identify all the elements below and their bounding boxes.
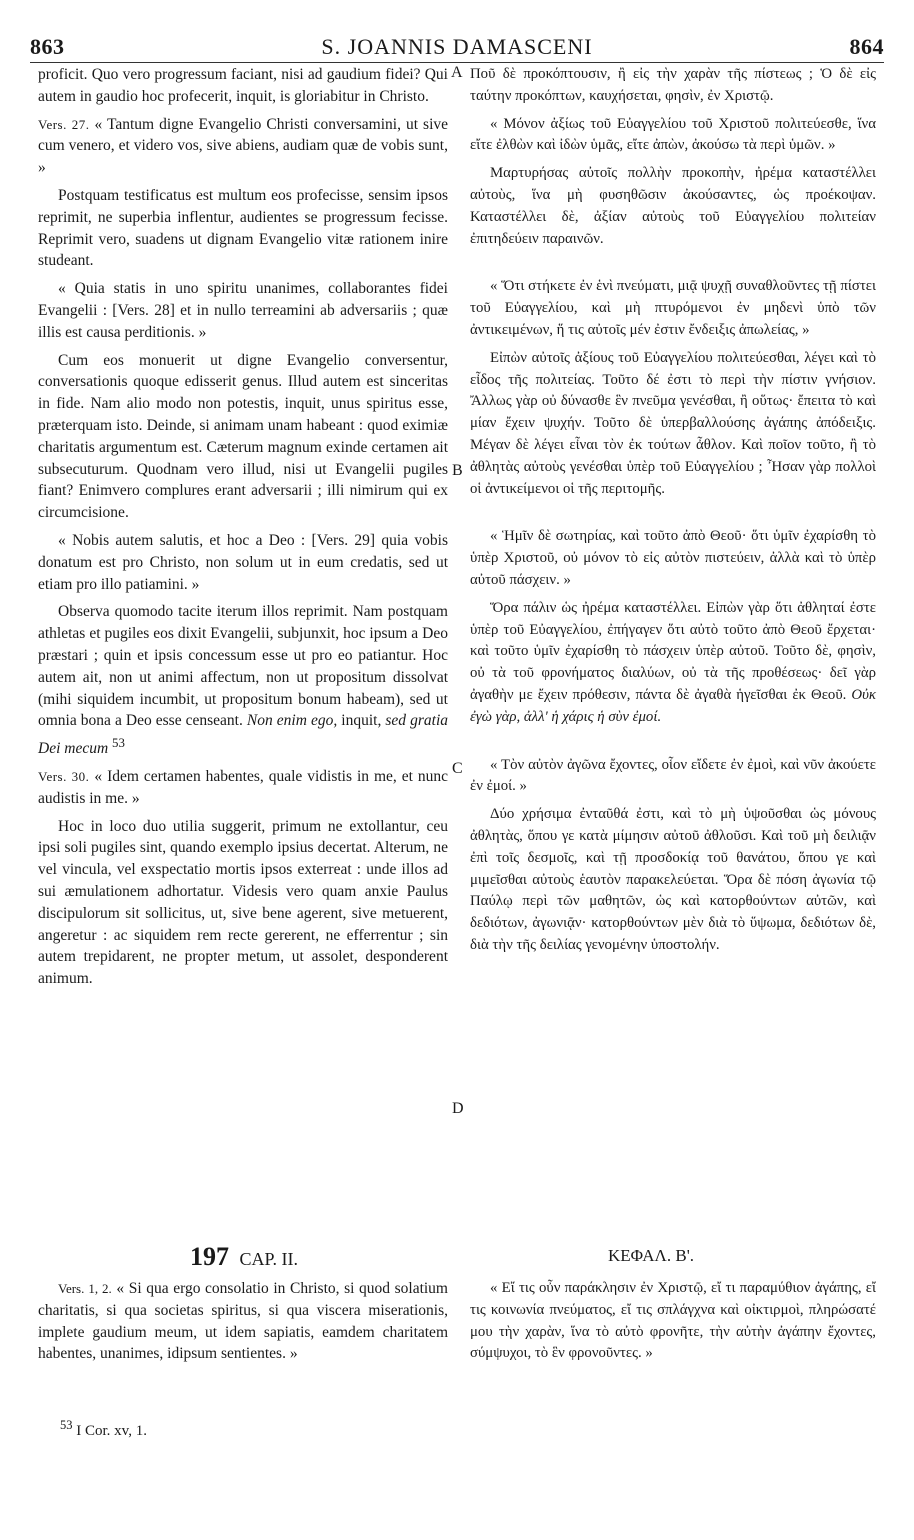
latin-paragraph: Hoc in loco duo utilia suggerit, primum ne extollantur, ceu ipsi soli pugiles sint, quando exemplo ipsius decertat. Alterum, ne vel vincula, vel exspectatio mortis ipsos exterreat : unde illos ad sui æmulationem adhortatur. Videsis vero quam anxie Paulus discipulorum sit sollicitus, ut, sive bene agerent, sive metuerent, angeretur : ac siquidem rem recte gererent, ne efferrentur ; sin autem trepidarent, ne propter metum, ut assolet, desponderent animum. (38, 817, 448, 988)
latin-verse-quote: « Nobis autem salutis, et hoc a Deo : [Vers. 29] quia vobis donatum est pro Christo, non solum ut in eum credatis, sed ut etiam pro illo patiamini. » (38, 531, 448, 593)
greek-quote-italic: Οὐκ ἐγὼ γὰρ, ἀλλ' ἡ χάρις ἡ σὺν ἐμοί. (470, 686, 876, 725)
greek-text: Ὅρα πάλιν ὡς ἠρέμα καταστέλλει. Εἰπὼν γὰρ ὅτι ἀθληταί ἐστε ὑπὲρ τοῦ Εὐαγγελίου, ἐπήγαγεν ὅτι αὐτὸ τοῦτο ἀπὸ Θεοῦ ἔρχεται· καὶ τοῦτο ὑμῖν ἐχαρίσθη τὸ πάσχειν ὑπὲρ αὐτοῦ. Τοῦτο δὲ, φησὶν, οὐ τὰ τοῦ φρονήματος διαλύων, οὐ τὰ τῆς προθέσεως· δεῖ γὰρ ἀγαθὴν με ἔχειν πρόθεσιν, πάντα δὲ ἀγαθὰ ἡγεῖσθαι ἐκ Θεοῦ. (470, 599, 876, 703)
greek-paragraph: Ποῦ δὲ προκόπτουσιν, ἢ εἰς τὴν χαρὰν τῆς πίστεως ; Ὁ δὲ εἰς ταύτην προκόπτων, καυχήσεται, φησὶν, ἐν Χριστῷ. (470, 66, 876, 104)
chapter-label: CAP. II. (239, 1249, 299, 1269)
header-rule (30, 62, 884, 63)
margin-marker-b: B (452, 462, 463, 479)
latin-text: inquit, (341, 712, 382, 730)
latin-verse-27 (38, 114, 448, 179)
footnote (60, 1418, 147, 1440)
latin-text: Observa quomodo tacite iterum illos reprimit. Nam postquam athletas et pugiles eos dixit Evangelii, subjunxit, hoc ipsum a Deo præstari ; quin et ipsis concessum esse ut pro eo patiantur. Hoc autem ait, non ut animi affectum, non ut propositum dissolvat (mihi siquidem incumbit, ut propositum bonum habeam), sed ut omnia bona a Deo esse censeant. (38, 603, 448, 730)
chapter-number: 197 (190, 1242, 229, 1271)
greek-verse-quote: « Ἡμῖν δὲ σωτηρίας, καὶ τοῦτο ἀπὸ Θεοῦ· ὅτι ὑμῖν ἐχαρίσθη τὸ ὑπὲρ Χριστοῦ, οὐ μόνον τὸ εἰς αὐτὸν πιστεύειν, ἀλλὰ καὶ τὸ ὑπὲρ αὐτοῦ πάσχειν. » (470, 528, 876, 588)
latin-paragraph: Postquam testificatus est multum eos profecisse, sensim ipsos reprimit, ne superbia inflentur, audientes se progressum fecisse. Reprimit vero, suadens ut dignam Evangelio vitæ rationem inire studeant. (38, 186, 448, 270)
latin-verse-1-2 (38, 1278, 448, 1365)
greek-paragraph: Μαρτυρήσας αὐτοῖς πολλὴν προκοπὴν, ἠρέμα καταστέλλει αὐτοὺς, ἵνα μὴ φυσηθῶσιν ἀκούσαντες, ὡς προέκοψαν. Καταστέλλει δὲ, ἀξίαν αὐτοὺς τοῦ Εὐαγγελίου πολιτείαν ἐπιτηδεύειν παραινῶν. (470, 165, 876, 247)
latin-chapter-heading (190, 1242, 298, 1272)
verse-reference: Vers. 1, 2. (58, 1281, 112, 1296)
running-title: S. JOANNIS DAMASCENI (321, 34, 593, 59)
greek-verse-quote: « Μόνον ἀξίως τοῦ Εὐαγγελίου τοῦ Χριστοῦ πολιτεύεσθε, ἵνα εἴτε ἐλθὼν καὶ ἰδὼν ὑμᾶς, εἴτε ἀπὼν, ἀκούσω τὰ περὶ ὑμῶν. » (470, 115, 876, 154)
latin-verse-quote: « Quia statis in uno spiritu unanimes, collaborantes fidei Evangelii : [Vers. 28] et in nullo terreamini ab adversariis ; quæ illis est causa perditionis. » (38, 280, 448, 341)
page-number-left: 863 (30, 34, 65, 59)
greek-paragraph (470, 598, 876, 729)
page-number-right: 864 (849, 34, 884, 59)
latin-column (38, 64, 448, 996)
latin-verse-text: « Idem certamen habentes, quale vidistis in me, et nunc audistis in me. » (38, 768, 448, 807)
greek-chapter-text (470, 1278, 876, 1365)
latin-quote-italic: sed gratia Dei mecum (38, 712, 448, 758)
footnote-mark: 53 (112, 735, 125, 751)
latin-chapter-text (38, 1278, 448, 1365)
greek-paragraph: Δύο χρήσιμα ἐνταῦθά ἐστι, καὶ τὸ μὴ ὑψοῦσθαι ὡς μόνους ἀθλητὰς, ὅπου γε κατὰ μίμησιν αὐτοῦ ἀθλοῦσι. Καὶ τοῦ μὴ δειλιᾷν ἐπὶ τοῖς δεσμοῖς, καὶ τῇ προσδοκίᾳ τοῦ θανάτου, ὅπου γε καὶ μιμεῖσθαι αὐτοὺς ἑαυτὸν παρακελεύεται. Ὅρα δὲ πόση ἀγωνία τῷ Παύλῳ περὶ τῶν μαθητῶν, ὡς καὶ κατορθούντων αὐτῶν, καὶ δεδιότων, ἀγωνιᾷν· κατορθούντων μὲν διὰ τὸ ὕψωμα, δεδιότων δὲ, διὰ τὴν τῆς δειλίας γενομένην ὑποστολήν. (470, 806, 876, 953)
verse-reference: Vers. 27. (38, 116, 90, 132)
greek-verse-quote: « Εἴ τις οὖν παράκλησιν ἐν Χριστῷ, εἴ τι παραμύθιον ἀγάπης, εἴ τις κοινωνία πνεύματος, εἴ τις σπλάγχνα καὶ οἰκτιρμοὶ, πληρώσατέ μου τὴν χαρὰν, ἵνα τὸ αὐτὸ φρονῆτε, τὴν αὐτὴν ἀγάπην ἔχοντες, σύμψυχοι, τὸ ἓν φρονοῦντες. » (470, 1280, 876, 1362)
greek-verse-quote: « Ὅτι στήκετε ἐν ἑνὶ πνεύματι, μιᾷ ψυχῇ συναθλοῦντες τῇ πίστει τοῦ Εὐαγγελίου, καὶ μὴ πτυρόμενοι ἐν μηδενὶ ὑπὸ τῶν ἀντικειμένων, ἥ τις αὐτοῖς μέν ἐστιν ἔνδειξις ἀπωλείας, » (470, 278, 876, 338)
latin-paragraph: proficit. Quo vero progressum faciant, nisi ad gaudium fidei? Qui autem in gaudio hoc profecerit, inquit, is gloriabitur in Christo. (38, 66, 448, 105)
greek-paragraph: Εἰπὼν αὐτοῖς ἀξίους τοῦ Εὐαγγελίου πολιτεύεσθαι, λέγει καὶ τὸ εἶδος τῆς πολιτείας. Τοῦτο δέ ἐστι τὸ περὶ τὴν πίστιν γνήσιον. Ἄλλως γὰρ οὐ δύνασθε ἓν πνεῦμα γενέσθαι, ἢ οὕτως· ἔπειτα τὸ καὶ μίαν ἔχειν ψυχήν. Τοῦτο δὲ ὑπερβαλλούσης ἀγάπης ἀπόδειξις. Μέγαν δὲ λέγει εἶναι τὸν ἐκ τούτων ἆθλον. Καὶ ποῖον τοῦτο, ἢ τὸ ἀθλητὰς αὐτοὺς γενέσθαι ὑπὲρ τοῦ Εὐαγγελίου ; Ἦσαν γὰρ πολλοὶ οἱ ἀντικείμενοι οἱ τῆς περιτομῆς. (470, 349, 876, 497)
latin-verse-text: « Si qua ergo consolatio in Christo, si quod solatium charitatis, si qua societas spiritus, si qua viscera miserationis, implete gaudium meum, ut idem sapiatis, eamdem charitatem habentes, unanimes, idipsum sentientes. » (38, 1280, 448, 1363)
greek-column (470, 64, 876, 963)
greek-verse-quote: « Τὸν αὐτὸν ἀγῶνα ἔχοντες, οἷον εἴδετε ἐν ἐμοὶ, καὶ νῦν ἀκούετε ἐν ἐμοί. » (470, 756, 876, 795)
latin-verse-text: « Tantum digne Evangelio Christi conversamini, ut sive cum venero, et videro vos, sive abiens, audiam quæ de vobis sunt, » (38, 115, 449, 177)
margin-marker-c: C (452, 760, 463, 777)
verse-reference: Vers. 30. (38, 769, 90, 785)
greek-chapter-heading: ΚΕΦΑΛ. Β'. (608, 1246, 695, 1265)
latin-quote-italic: Non enim ego, (246, 712, 338, 730)
latin-paragraph: Cum eos monuerit ut digne Evangelio conversentur, conversationis quoque edisserit genus. Illud autem est sinceritas in fide. Nam alio modo non potestis, inquit, unus spiritus esse, præterquam isto. Deinde, si animam unam habeant : quod eximiæ charitatis argumentum est. Cæterum magnum exinde certamen ait subsecuturum. Quodnam vero illud, nisi ut Evangelii pugiles fiant? Enimvero complures erant adversarii ; illi nimirum qui ex circumcisione. (38, 351, 448, 522)
margin-marker-d: D (452, 1100, 464, 1117)
latin-paragraph (38, 601, 448, 760)
latin-verse-30 (38, 766, 448, 810)
footnote-number: 53 (60, 1418, 73, 1432)
page-header (30, 34, 884, 62)
footnote-text: I Cor. xv, 1. (76, 1423, 147, 1439)
margin-marker-a: A (451, 64, 463, 81)
